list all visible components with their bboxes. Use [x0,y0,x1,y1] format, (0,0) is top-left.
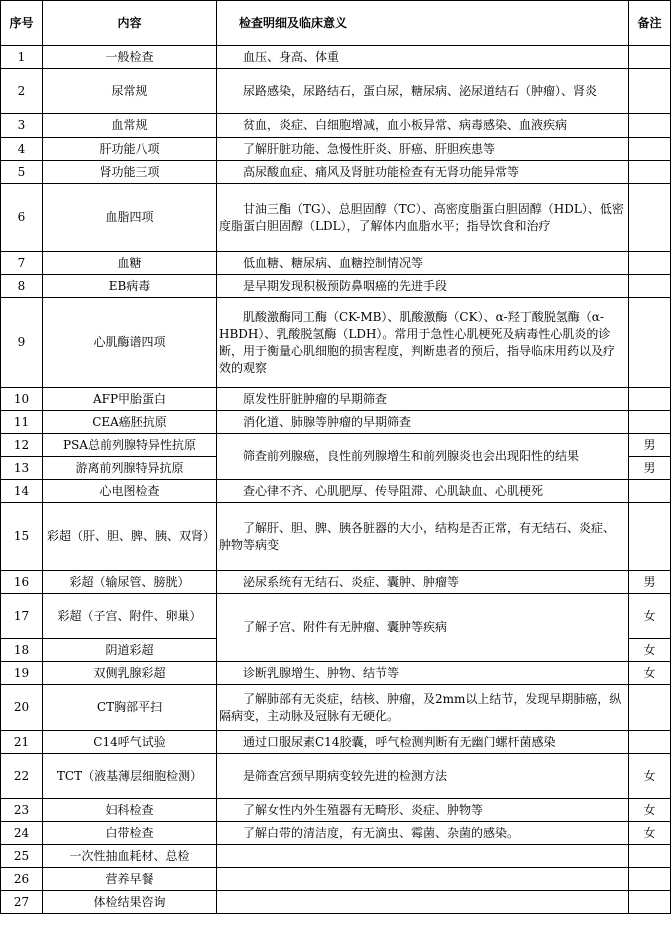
row-name: 心肌酶谱四项 [43,298,217,388]
table-row [1,252,671,275]
table-row [1,388,671,411]
row-note [629,46,671,69]
row-detail: 了解肝脏功能、急慢性肝炎、肝癌、肝胆疾患等 [217,138,629,161]
row-num: 4 [1,138,43,161]
row-detail: 是筛查宫颈早期病变较先进的检测方法 [217,754,629,799]
header-detail: 检查明细及临床意义 [217,1,629,46]
table-row [1,845,671,868]
row-detail: 甘油三酯（TG）、总胆固醇（TC）、高密度脂蛋白胆固醇（HDL）、低密度脂蛋白胆固醇（LDL），了解体内血脂水平；指导饮食和治疗 [217,184,629,252]
row-num: 6 [1,184,43,252]
row-detail [217,891,629,914]
row-note [629,480,671,503]
row-detail: 低血糖、糖尿病、血糖控制情况等 [217,252,629,275]
row-name: 肝功能八项 [43,138,217,161]
table-row [1,184,671,252]
row-note: 男 [629,457,671,480]
row-detail: 了解女性内外生殖器有无畸形、炎症、肿物等 [217,799,629,822]
row-detail: 泌尿系统有无结石、炎症、囊肿、肿瘤等 [217,571,629,594]
row-name: 游离前列腺特异抗原 [43,457,217,480]
table-row [1,754,671,799]
row-note [629,252,671,275]
row-detail: 了解肝、胆、脾、胰各脏器的大小，结构是否正常，有无结石、炎症、肿物等病变 [217,503,629,571]
row-num: 26 [1,868,43,891]
table-row [1,298,671,388]
table-row [1,69,671,114]
row-num: 7 [1,252,43,275]
row-name: AFP甲胎蛋白 [43,388,217,411]
table-row [1,275,671,298]
row-note [629,69,671,114]
row-name: CEA癌胚抗原 [43,411,217,434]
row-num: 17 [1,594,43,639]
row-name: EB病毒 [43,275,217,298]
row-name: 一般检查 [43,46,217,69]
row-detail: 尿路感染，尿路结石，蛋白尿，糖尿病、泌尿道结石（肿瘤）、肾炎 [217,69,629,114]
table-row [1,594,671,639]
header-num: 序号 [1,1,43,46]
row-num: 21 [1,731,43,754]
row-note [629,891,671,914]
row-num: 8 [1,275,43,298]
table-row [1,503,671,571]
row-name: 阴道彩超 [43,639,217,662]
row-num: 20 [1,685,43,731]
row-detail: 通过口服尿素C14胶囊，呼气检测判断有无幽门螺杆菌感染 [217,731,629,754]
row-num: 23 [1,799,43,822]
row-detail [217,845,629,868]
row-note [629,411,671,434]
header-note: 备注 [629,1,671,46]
table-row [1,480,671,503]
row-note [629,503,671,571]
row-note [629,114,671,138]
table-row [1,138,671,161]
row-num: 16 [1,571,43,594]
row-note [629,275,671,298]
row-num: 22 [1,754,43,799]
row-num: 24 [1,822,43,845]
row-detail: 贫血，炎症、白细胞增减，血小板异常、病毒感染、血液疾病 [217,114,629,138]
table-row [1,411,671,434]
row-note: 女 [629,799,671,822]
row-name: C14呼气试验 [43,731,217,754]
row-num: 14 [1,480,43,503]
row-name: 肾功能三项 [43,161,217,184]
row-num: 9 [1,298,43,388]
row-note [629,298,671,388]
row-num: 25 [1,845,43,868]
table-row [1,799,671,822]
row-detail: 筛查前列腺癌，良性前列腺增生和前列腺炎也会出现阳性的结果 [217,434,629,480]
row-detail: 诊断乳腺增生、肿物、结节等 [217,662,629,685]
row-name: 彩超（子宫、附件、卵巢） [43,594,217,639]
row-num: 13 [1,457,43,480]
table-row [1,731,671,754]
row-num: 3 [1,114,43,138]
table-row [1,891,671,914]
row-name: 彩超（肝、胆、脾、胰、双肾） [43,503,217,571]
table-row [1,685,671,731]
row-num: 2 [1,69,43,114]
row-detail: 是早期发现积极预防鼻咽癌的先进手段 [217,275,629,298]
table-row [1,161,671,184]
row-num: 18 [1,639,43,662]
row-detail: 消化道、肺腺等肿瘤的早期筛查 [217,411,629,434]
row-detail: 原发性肝脏肿瘤的早期筛查 [217,388,629,411]
row-detail: 了解白带的清洁度，有无滴虫、霉菌、杂菌的感染。 [217,822,629,845]
row-note [629,161,671,184]
row-detail: 了解肺部有无炎症，结核、肿瘤，及2mm以上结节，发现早期肺癌，纵隔病变，主动脉及冠脉有无硬化。 [217,685,629,731]
row-name: 血糖 [43,252,217,275]
row-note: 男 [629,434,671,457]
row-detail: 肌酸激酶同工酶（CK-MB）、肌酸激酶（CK）、α-羟丁酸脱氢酶（α-HBDH）、乳酸脱氢酶（LDH）。常用于急性心肌梗死及病毒性心肌炎的诊断，用于衡量心肌细胞的损害程度，判断患者的预后，指导临床用药以及疗效的观察 [217,298,629,388]
row-name: PSA总前列腺特异性抗原 [43,434,217,457]
row-name: 尿常规 [43,69,217,114]
row-name: 妇科检查 [43,799,217,822]
row-detail [217,868,629,891]
row-note [629,868,671,891]
row-name: 白带检查 [43,822,217,845]
row-note: 男 [629,571,671,594]
row-detail: 查心律不齐、心肌肥厚、传导阻滞、心肌缺血、心肌梗死 [217,480,629,503]
row-name: 一次性抽血耗材、总检 [43,845,217,868]
row-name: 彩超（输尿管、膀胱） [43,571,217,594]
row-note: 女 [629,594,671,639]
row-num: 27 [1,891,43,914]
row-name: 营养早餐 [43,868,217,891]
row-detail: 高尿酸血症、痛风及肾脏功能检查有无肾功能异常等 [217,161,629,184]
row-note: 女 [629,662,671,685]
row-detail: 了解子宫、附件有无肿瘤、囊肿等疾病 [217,594,629,662]
row-name: CT胸部平扫 [43,685,217,731]
row-num: 1 [1,46,43,69]
row-num: 11 [1,411,43,434]
row-name: TCT（液基薄层细胞检测） [43,754,217,799]
row-note: 女 [629,754,671,799]
table-header-row [1,1,671,46]
table-row [1,662,671,685]
row-name: 体检结果咨询 [43,891,217,914]
row-detail: 血压、身高、体重 [217,46,629,69]
table-row [1,868,671,891]
table-row [1,114,671,138]
row-note: 女 [629,639,671,662]
table-row [1,434,671,457]
row-note [629,731,671,754]
row-name: 双侧乳腺彩超 [43,662,217,685]
row-note [629,845,671,868]
header-content: 内容 [43,1,217,46]
table-row [1,46,671,69]
row-note [629,184,671,252]
row-note [629,388,671,411]
row-name: 心电图检查 [43,480,217,503]
row-num: 5 [1,161,43,184]
table-row [1,571,671,594]
row-name: 血脂四项 [43,184,217,252]
row-note: 女 [629,822,671,845]
row-note [629,685,671,731]
row-note [629,138,671,161]
row-num: 19 [1,662,43,685]
table-row [1,822,671,845]
row-num: 15 [1,503,43,571]
row-num: 10 [1,388,43,411]
row-name: 血常规 [43,114,217,138]
row-num: 12 [1,434,43,457]
